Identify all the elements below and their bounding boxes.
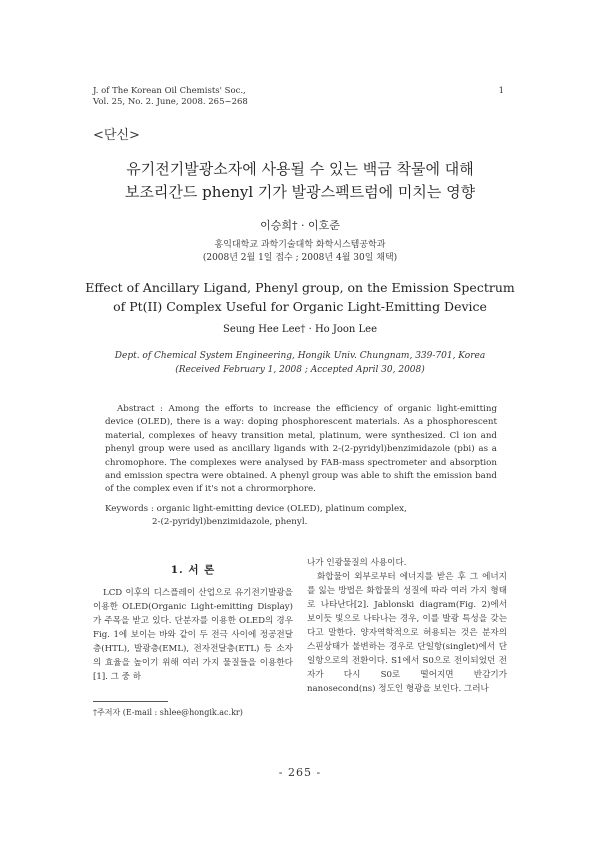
keywords-line1: Keywords : organic light-emitting device (OLED), platinum complex, xyxy=(105,504,407,514)
english-title xyxy=(0,278,600,316)
korean-title-line2: 보조리간드 phenyl 기가 발광스펙트럼에 미치는 영향 xyxy=(124,183,476,201)
right-column xyxy=(307,556,507,696)
abstract xyxy=(105,403,497,497)
keywords xyxy=(105,503,505,530)
abstract-text: Abstract : Among the efforts to increase the efficiency of organic light-emitting device (OLED), there is a way: doping phosphorescent materials. As a phosphorescent material, complexes of heavy transition metal, platinum, were synthesized. Cl ion and phenyl group were used as ancillary ligands with 2-(2-pyridyl)benzimidazole (pbi) as a chromophore. The complexes were analysed by FAB-mass spectrometer and absorption and emission spectra were obtained. A phenyl group was able to shift the emission band of the complex even if it's not a chrormorphore. xyxy=(105,404,497,495)
right-column-line0: 나가 인광물질의 사용이다. xyxy=(307,558,407,568)
page-number-top: 1 xyxy=(498,86,504,96)
journal-name: J. of The Korean Oil Chemists' Soc., xyxy=(93,86,246,96)
journal-volume: Vol. 25, No. 2. June, 2008. 265~268 xyxy=(93,97,248,107)
english-title-line1: Effect of Ancillary Ligand, Phenyl group, on the Emission Spectrum xyxy=(85,280,515,295)
keywords-line2: 2-(2-pyridyl)benzimidazole, phenyl. xyxy=(152,517,308,528)
korean-authors: 이승희† · 이호준 xyxy=(260,219,340,232)
korean-dates: (2008년 2월 1일 접수 ; 2008년 4월 30일 채택) xyxy=(202,253,398,263)
section-tag: <단신> xyxy=(93,128,140,143)
english-dates: (Received February 1, 2008 ; Accepted April 30, 2008) xyxy=(175,365,425,375)
section-heading-introduction: 1. 서 론 xyxy=(170,564,216,576)
journal-citation xyxy=(93,86,248,108)
korean-affiliation-block xyxy=(0,239,600,265)
footnote: †주저자 (E-mail : shlee@hongik.ac.kr) xyxy=(93,708,243,717)
korean-title xyxy=(0,158,600,204)
english-authors: Seung Hee Lee† · Ho Joon Lee xyxy=(222,324,378,335)
footnote-divider xyxy=(93,701,168,702)
korean-title-line1: 유기전기발광소자에 사용될 수 있는 백금 착물에 대해 xyxy=(126,160,474,178)
left-column xyxy=(93,586,293,684)
right-column-paragraph: 화합물이 외부로부터 에너지를 받은 후 그 에너지를 잃는 방법은 화합물의 성질에 따라 여러 가지 형태로 나타난다[2]. Jablonski diagram(Fig. 2)에서 보이듯 빛으로 나타나는 경우, 이를 발광 특성을 갖는다고 말한다. 양자역학적으로 허용되는 것은 분자의 스핀상태가 불변하는 경우로 단일항(singlet)에서 단일항으로의 전환이다. S1에서 S0으로 전이되었던 전자가 다시 S0로 떨어지면 반감기가 nanosecond(ns) 정도인 형광을 보인다. 그러나 xyxy=(307,572,507,694)
left-column-paragraph: LCD 이후의 디스플레이 산업으로 유기전기발광을 이용한 OLED(Organic Light-emitting Display)가 주목을 받고 있다. 단분자를 이용한 OLED의 경우 Fig. 1에 보이는 바와 같이 두 전극 사이에 정공전달층(HTL), 발광층(EML), 전자전달층(ETL) 등 소자의 효율을 높이기 위해 여러 가지 물질들을 이용한다[1]. 그 중 하 xyxy=(93,588,293,682)
english-title-line2: of Pt(II) Complex Useful for Organic Light-Emitting Device xyxy=(113,299,487,314)
english-affiliation: Dept. of Chemical System Engineering, Hongik Univ. Chungnam, 339-701, Korea xyxy=(114,351,486,361)
page-footer-number: - 265 - xyxy=(278,766,322,779)
english-affiliation-block xyxy=(0,349,600,377)
korean-affiliation: 홍익대학교 과학기술대학 화학시스템공학과 xyxy=(214,240,386,250)
